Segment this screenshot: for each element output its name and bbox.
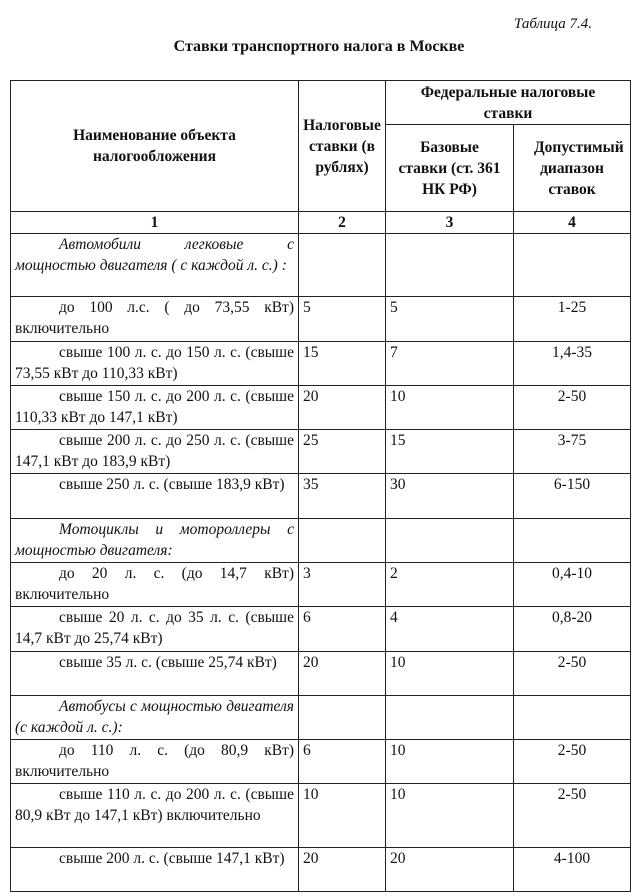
- rate-range-value: 4-100: [514, 847, 631, 891]
- rate-range-value: 2-50: [514, 784, 631, 847]
- table-row: [11, 847, 631, 891]
- table-row: [11, 341, 631, 385]
- tax-rates-table: [10, 80, 631, 892]
- rate-value: 15: [299, 341, 386, 385]
- rate-range-value: 0,8-20: [514, 607, 631, 651]
- table-title: Ставки транспортного налога в Москве: [173, 38, 465, 55]
- empty-cell: [514, 695, 631, 739]
- rate-range-value: 2-50: [514, 385, 631, 429]
- category-label: Автомобили легковые с мощностью двигателя ( с каждой л. с.) :: [15, 236, 294, 274]
- table-row: [11, 784, 631, 847]
- rate-range-value: 3-75: [514, 430, 631, 474]
- header-range: Допустимый диапазон ставок: [514, 125, 631, 212]
- category-row: [11, 518, 631, 562]
- base-rate-value: 15: [386, 430, 514, 474]
- base-rate-value: 20: [386, 847, 514, 891]
- rate-value: 20: [299, 651, 386, 695]
- table-number: Таблица 7.4.: [514, 16, 592, 32]
- empty-cell: [514, 518, 631, 562]
- rate-range-value: 1,4-35: [514, 341, 631, 385]
- base-rate-value: 10: [386, 740, 514, 784]
- table-row: [11, 740, 631, 784]
- object-name: свыше 200 л. с. до 250 л. с. (свыше 147,1 кВт до 183,9 кВт): [11, 430, 299, 474]
- table-row: [11, 562, 631, 606]
- category-row: [11, 234, 631, 297]
- empty-cell: [299, 518, 386, 562]
- column-number: 2: [299, 212, 386, 234]
- rate-value: 10: [299, 784, 386, 847]
- object-name: свыше 20 л. с. до 35 л. с. (свыше 14,7 кВт до 25,74 кВт): [11, 607, 299, 651]
- object-name: до 110 л. с. (до 80,9 кВт) включительно: [11, 740, 299, 784]
- table-row: [11, 651, 631, 695]
- base-rate-value: 5: [386, 297, 514, 341]
- empty-cell: [299, 234, 386, 297]
- object-name: до 100 л.с. ( до 73,55 кВт) включительно: [11, 297, 299, 341]
- table-body: [11, 234, 631, 892]
- rate-value: 20: [299, 385, 386, 429]
- table-row: [11, 474, 631, 518]
- base-rate-value: 2: [386, 562, 514, 606]
- category-row: [11, 695, 631, 739]
- category-label: Автобусы с мощностью двигателя (с каждой л. с.):: [15, 697, 294, 736]
- category-name: [11, 695, 299, 739]
- base-rate-value: 10: [386, 651, 514, 695]
- header-rates-rub: Налоговые ставки (в рублях): [299, 81, 386, 212]
- rate-value: 25: [299, 430, 386, 474]
- object-name: свыше 35 л. с. (свыше 25,74 кВт): [11, 651, 299, 695]
- rate-range-value: 2-50: [514, 651, 631, 695]
- object-name: свыше 110 л. с. до 200 л. с. (свыше 80,9 кВт до 147,1 кВт) включительно: [11, 784, 299, 847]
- rate-value: 6: [299, 607, 386, 651]
- header-base: Базовые ставки (ст. 361 НК РФ): [386, 125, 514, 212]
- category-label: Мотоциклы и мотороллеры с мощностью двигателя:: [15, 520, 294, 559]
- category-name: [11, 234, 299, 297]
- rate-value: 6: [299, 740, 386, 784]
- header-object: Наименование объекта налогообложения: [11, 81, 299, 212]
- object-name: свыше 200 л. с. (свыше 147,1 кВт): [11, 847, 299, 891]
- table-row: [11, 297, 631, 341]
- empty-cell: [514, 234, 631, 297]
- object-name: до 20 л. с. (до 14,7 кВт) включительно: [11, 562, 299, 606]
- rate-value: 20: [299, 847, 386, 891]
- rate-value: 35: [299, 474, 386, 518]
- category-name: [11, 518, 299, 562]
- empty-cell: [386, 518, 514, 562]
- table-row: [11, 430, 631, 474]
- base-rate-value: 10: [386, 784, 514, 847]
- header-federal: Федеральные налоговые ставки: [386, 81, 631, 125]
- rate-value: 5: [299, 297, 386, 341]
- rate-range-value: 6-150: [514, 474, 631, 518]
- empty-cell: [386, 234, 514, 297]
- base-rate-value: 10: [386, 385, 514, 429]
- table-row: [11, 385, 631, 429]
- object-name: свыше 100 л. с. до 150 л. с. (свыше 73,55 кВт до 110,33 кВт): [11, 341, 299, 385]
- column-number: 3: [386, 212, 514, 234]
- column-number: 1: [11, 212, 299, 234]
- rate-value: 3: [299, 562, 386, 606]
- empty-cell: [386, 695, 514, 739]
- table-row: [11, 607, 631, 651]
- base-rate-value: 7: [386, 341, 514, 385]
- base-rate-value: 30: [386, 474, 514, 518]
- rate-range-value: 0,4-10: [514, 562, 631, 606]
- empty-cell: [299, 695, 386, 739]
- base-rate-value: 4: [386, 607, 514, 651]
- column-number: 4: [514, 212, 631, 234]
- object-name: свыше 250 л. с. (свыше 183,9 кВт): [11, 474, 299, 518]
- rate-range-value: 1-25: [514, 297, 631, 341]
- object-name: свыше 150 л. с. до 200 л. с. (свыше 110,33 кВт до 147,1 кВт): [11, 385, 299, 429]
- rate-range-value: 2-50: [514, 740, 631, 784]
